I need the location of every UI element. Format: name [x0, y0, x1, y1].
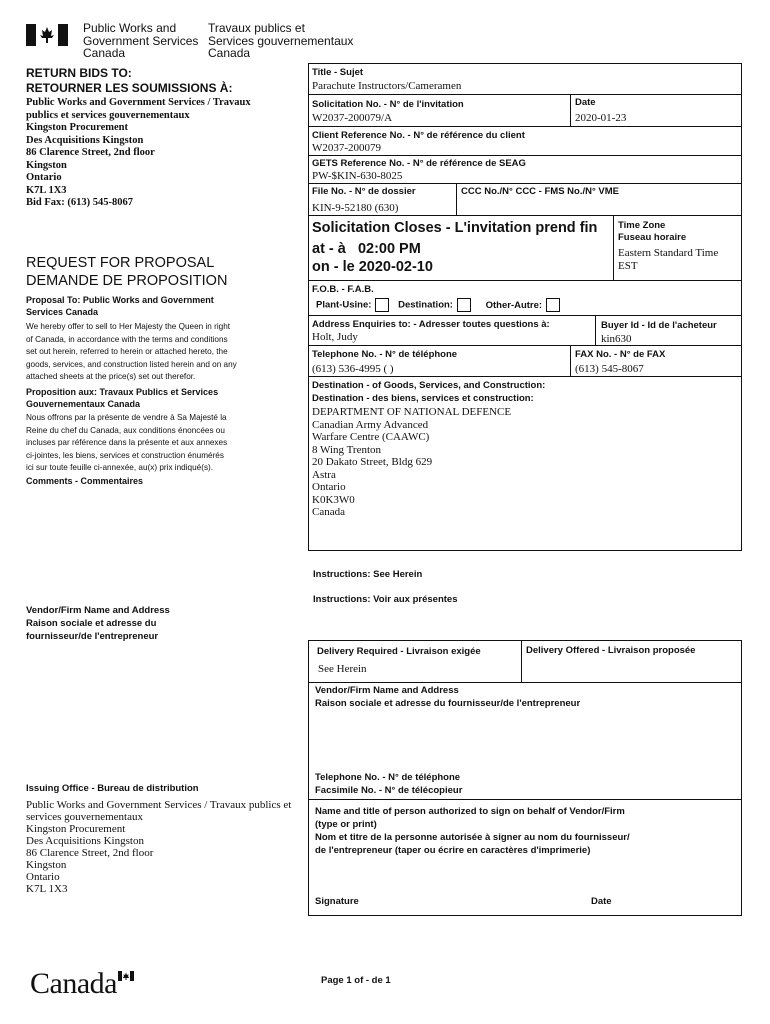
vendor-firm-field[interactable] [312, 714, 738, 768]
authorized-signer-field[interactable] [312, 860, 738, 890]
destination-label: Destination - of Goods, Services, and Construction: Destination - des biens, services et construction: [312, 380, 546, 404]
signature-label: Signature [315, 896, 359, 907]
fob-options: Plant-Usine: Destination: Other-Autre: [316, 298, 566, 312]
telephone-value: (613) 536-4995 ( ) [312, 363, 394, 375]
solicitation-no-label: Solicitation No. - N° de l'invitation [312, 99, 464, 110]
gets-ref-label: GETS Reference No. - N° de référence de SEAG [312, 158, 526, 169]
delivery-offered-label: Delivery Offered - Livraison proposée [526, 645, 696, 656]
buyer-id-value: kin630 [601, 333, 632, 345]
closing-date: on - le 2020-02-10 [312, 259, 433, 275]
date-label: Date [575, 97, 596, 108]
plant-checkbox[interactable] [375, 298, 389, 312]
authorized-signer-label: Name and title of person authorized to sign on behalf of Vendor/Firm (type or print) Nom et titre de la personne autorisée à signer au nom du fournisseur/ de l'entrepreneur (taper ou écrire en caractères d'imprimerie) [315, 806, 630, 856]
offer-text-en: We hereby offer to sell to Her Majesty the Queen in right of Canada, in accordance with the terms and conditions set out herein, referred to herein or attached hereto, the goods, services, and construction listed herein and on any attached sheets at the price(s) set out therefor. [26, 322, 237, 381]
title-label: Title - Sujet [312, 67, 364, 78]
file-no-value: KIN-9-52180 (630) [312, 202, 399, 214]
return-bids-title: RETURN BIDS TO: RETOURNER LES SOUMISSIONS À: [26, 66, 233, 95]
fax-label: FAX No. - N° de FAX [575, 349, 666, 360]
closing-time: at - à 02:00 PM [312, 241, 421, 257]
vendor-firm-label: Vendor/Firm Name and Address Raison sociale et adresse du fournisseur/de l'entrepreneur [315, 685, 581, 709]
return-bids-address: Public Works and Government Services / Travaux publics et services gouvernementaux Kingston Procurement Des Acquisitions Kingston 86 Clarence Street, 2nd floor Kingston Ontario K7L 1X3 Bid Fax: (613) 545-8067 [26, 97, 251, 208]
ccc-no-label: CCC No./N° CCC - FMS No./N° VME [461, 186, 620, 197]
time-zone-label: Time Zone Fuseau horaire [618, 220, 687, 243]
client-ref-value: W2037-200079 [312, 142, 382, 154]
address-enquiries-label: Address Enquiries to: - Adresser toutes questions à: [312, 319, 550, 330]
proposal-to: Proposal To: Public Works and Government Services Canada [26, 295, 214, 317]
solicitation-closes-title: Solicitation Closes - L'invitation prend fin [312, 220, 598, 236]
instructions-fr: Instructions: Voir aux présentes [313, 594, 458, 605]
rfp-title: REQUEST FOR PROPOSAL DEMANDE DE PROPOSITION [26, 255, 228, 289]
date-value: 2020-01-23 [575, 112, 627, 124]
proposition-aux: Proposition aux: Travaux Publics et Services Gouvernementaux Canada [26, 387, 219, 409]
wordmark-flag-icon [118, 968, 134, 978]
time-zone-value: Eastern Standard Time EST [618, 247, 719, 272]
page-number: Page 1 of - de 1 [321, 975, 391, 986]
canada-wordmark: Canada [30, 967, 117, 1000]
instructions-en: Instructions: See Herein [313, 569, 423, 580]
delivery-required-value: See Herein [318, 663, 367, 675]
buyer-id-label: Buyer Id - Id de l'acheteur [601, 320, 717, 331]
dept-name-fr: Travaux publics et Services gouvernementaux Canada [208, 21, 354, 60]
address-enquiries-value: Holt, Judy [312, 331, 358, 343]
title-value: Parachute Instructors/Cameramen [312, 80, 462, 92]
solicitation-no-value: W2037-200079/A [312, 112, 393, 124]
signature-date-label: Date [591, 896, 612, 907]
vendor-firm-label-left: Vendor/Firm Name and Address Raison sociale et adresse du fournisseur/de l'entrepreneur [26, 605, 170, 642]
fob-label: F.O.B. - F.A.B. [312, 284, 374, 295]
telephone-label: Telephone No. - N° de téléphone [312, 349, 458, 360]
file-no-label: File No. - N° de dossier [312, 186, 416, 197]
issuing-office-label: Issuing Office - Bureau de distribution [26, 783, 199, 794]
vendor-phone-fax-label: Telephone No. - N° de téléphone Facsimile No. - N° de télécopieur [315, 772, 463, 796]
destination-address: DEPARTMENT OF NATIONAL DEFENCE Canadian Army Advanced Warfare Centre (CAAWC) 8 Wing Trenton 20 Dakato Street, Bldg 629 Astra Ontario K0K3W0 Canada [312, 406, 512, 518]
client-ref-label: Client Reference No. - N° de référence du client [312, 130, 525, 141]
destination-checkbox[interactable] [457, 298, 471, 312]
delivery-offered-field[interactable] [523, 658, 739, 680]
other-checkbox[interactable] [546, 298, 560, 312]
delivery-required-label: Delivery Required - Livraison exigée [317, 646, 481, 657]
comments-label: Comments - Commentaires [26, 476, 144, 486]
gets-ref-value: PW-$KIN-630-8025 [312, 170, 403, 182]
offer-text-fr: Nous offrons par la présente de vendre à Sa Majesté la Reine du chef du Canada, aux conditions énoncées ou incluses par référence dans la présente et aux annexes ci-jointes, les biens, services et construction énumérés ici sur toute feuille ci-annexée, au(x) prix indiqué(s). [26, 413, 228, 472]
issuing-office-address: Public Works and Government Services / Travaux publics et services gouvernementaux Kingston Procurement Des Acquisitions Kingston 86 Clarence Street, 2nd floor Kingston Ontario K7L 1X3 [26, 799, 292, 895]
fax-value: (613) 545-8067 [575, 363, 644, 375]
dept-name-en: Public Works and Government Services Canada [83, 21, 199, 60]
canada-flag-icon [26, 24, 68, 46]
